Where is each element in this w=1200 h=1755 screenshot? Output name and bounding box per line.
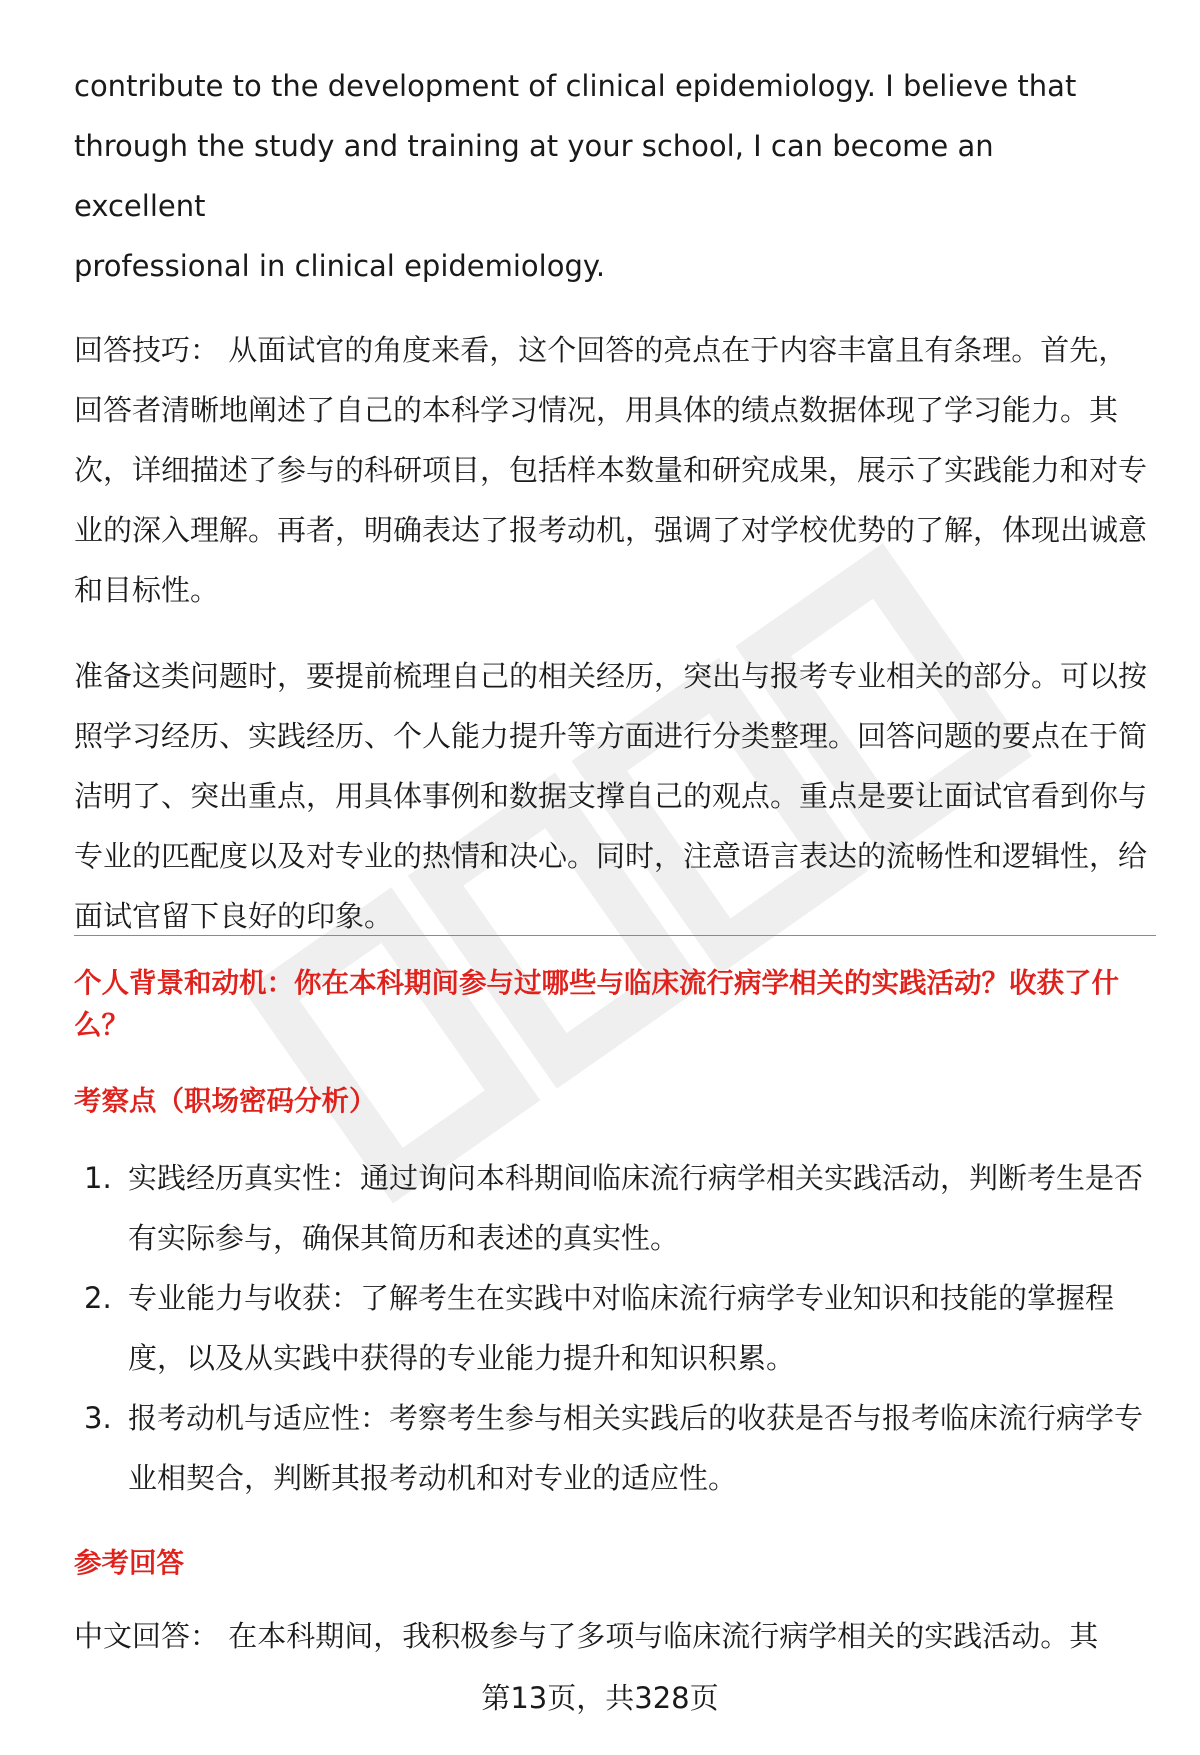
chinese-answer-start: 中文回答： 在本科期间，我积极参与了多项与临床流行病学相关的实践活动。其 bbox=[74, 1619, 1099, 1653]
english-answer-continuation bbox=[74, 56, 1134, 296]
question-title: 个人背景和动机：你在本科期间参与过哪些与临床流行病学相关的实践活动？收获了什么？ bbox=[74, 967, 1119, 1041]
english-line-2: through the study and training at your school, I can become an excellent bbox=[74, 129, 994, 223]
english-line-3: professional in clinical epidemiology. bbox=[74, 249, 606, 283]
focus-points-list bbox=[74, 1148, 1156, 1508]
list-item-text: 报考动机与适应性：考察考生参与相关实践后的收获是否与报考临床流行病学专业相契合，判断其报考动机和对专业的适应性。 bbox=[128, 1401, 1144, 1495]
list-item-number: 1. bbox=[84, 1161, 112, 1195]
list-item-number: 2. bbox=[84, 1281, 112, 1315]
preparation-paragraph: 准备这类问题时，要提前梳理自己的相关经历，突出与报考专业相关的部分。可以按照学习经历、实践经历、个人能力提升等方面进行分类整理。回答问题的要点在于简洁明了、突出重点，用具体事例和数据支撑自己的观点。重点是要让面试官看到你与专业的匹配度以及对专业的热情和决心。同时，注意语言表达的流畅性和逻辑性，给面试官留下良好的印象。 bbox=[74, 659, 1148, 933]
list-item bbox=[74, 1148, 1156, 1268]
focus-points-heading: 考察点（职场密码分析） bbox=[74, 1085, 377, 1117]
english-line-1: contribute to the development of clinical epidemiology. I believe that bbox=[74, 69, 1077, 103]
list-item bbox=[74, 1388, 1156, 1508]
reference-answer-heading: 参考回答 bbox=[74, 1547, 184, 1579]
section-divider bbox=[74, 935, 1156, 936]
question-section bbox=[74, 962, 1156, 1666]
page-body bbox=[74, 56, 1154, 946]
list-item-text: 专业能力与收获：了解考生在实践中对临床流行病学专业知识和技能的掌握程度，以及从实践中获得的专业能力提升和知识积累。 bbox=[128, 1281, 1115, 1375]
page-number: 第13页，共328页 bbox=[481, 1681, 719, 1715]
answer-tips-paragraph: 回答技巧： 从面试官的角度来看，这个回答的亮点在于内容丰富且有条理。首先，回答者清晰地阐述了自己的本科学习情况，用具体的绩点数据体现了学习能力。其次，详细描述了参与的科研项目，包括样本数量和研究成果，展示了实践能力和对专业的深入理解。再者，明确表达了报考动机，强调了对学校优势的了解，体现出诚意和目标性。 bbox=[74, 333, 1148, 607]
list-item-number: 3. bbox=[84, 1401, 112, 1435]
list-item bbox=[74, 1268, 1156, 1388]
list-item-text: 实践经历真实性：通过询问本科期间临床流行病学相关实践活动，判断考生是否有实际参与，确保其简历和表述的真实性。 bbox=[128, 1161, 1144, 1255]
